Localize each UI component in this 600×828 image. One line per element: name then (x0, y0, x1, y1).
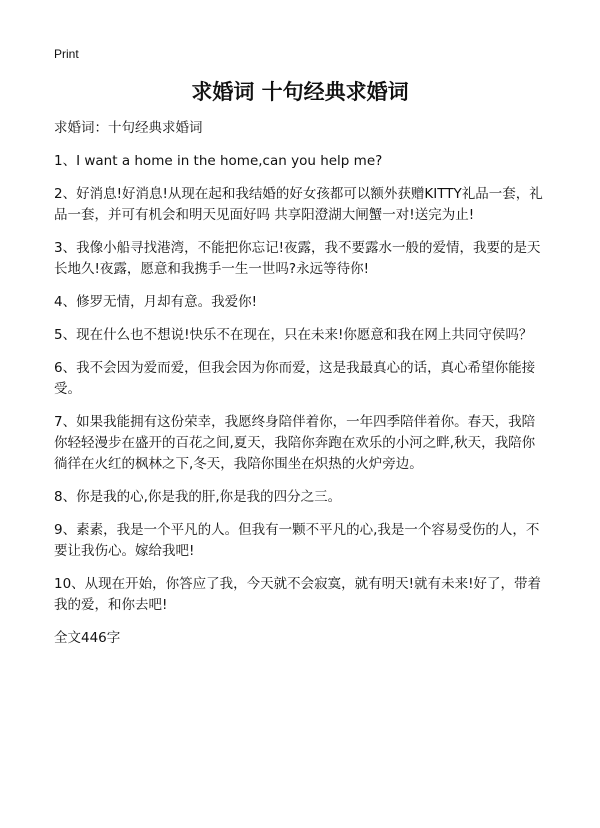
article-subtitle: 求婚词：十句经典求婚词 (54, 120, 203, 136)
paragraph-3: 3、我像小船寻找港湾，不能把你忘记!夜露，我不要露水一般的爱情，我要的是天长地久!夜露，愿意和我携手一生一世吗?永远等待你! (54, 240, 541, 277)
print-label: Print (54, 47, 79, 61)
page-title: 求婚词 十句经典求婚词 (191, 80, 409, 104)
paragraph-8: 8、你是我的心,你是我的肝,你是我的四分之三。 (54, 489, 342, 505)
paragraph-7: 7、如果我能拥有这份荣幸，我愿终身陪伴着你，一年四季陪伴着你。春天，我陪你轻轻漫步在盛开的百花之间,夏天，我陪你奔跑在欢乐的小河之畔,秋天，我陪你徜徉在火红的枫林之下,冬天，我陪你围坐在炽热的火炉旁边。 (54, 414, 536, 472)
paragraph-5: 5、现在什么也不想说!快乐不在现在，只在未来!你愿意和我在网上共同守侯吗？ (54, 327, 533, 343)
paragraph-10: 10、从现在开始，你答应了我，今天就不会寂寞，就有明天!就有未来!好了，带着我的爱，和你去吧! (54, 576, 542, 613)
paragraph-9: 9、素素，我是一个平凡的人。但我有一颗不平凡的心,我是一个容易受伤的人，不要让我伤心。嫁给我吧! (54, 522, 540, 559)
paragraph-1: 1、I want a home in the home,can you help me? (54, 153, 383, 169)
paragraph-2: 2、好消息!好消息!从现在起和我结婚的好女孩都可以额外获赠KITTY礼品一套，礼品一套，并可有机会和明天见面好吗 共享阳澄湖大闸蟹一对!送完为止! (54, 186, 543, 223)
article-body (54, 118, 548, 661)
paragraph-4: 4、修罗无情，月却有意。我爱你! (54, 294, 258, 310)
word-count: 全文446字 (54, 630, 121, 646)
paragraph-6: 6、我不会因为爱而爱，但我会因为你而爱，这是我最真心的话，真心希望你能接受。 (54, 360, 536, 397)
